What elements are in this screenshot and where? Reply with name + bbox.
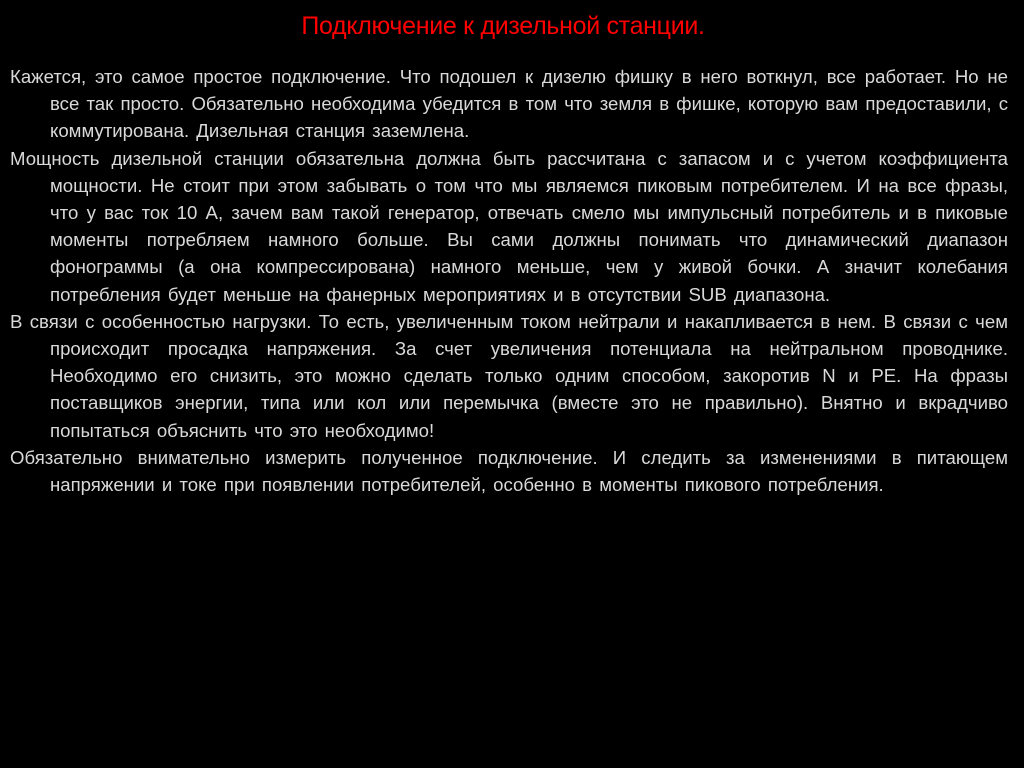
paragraph-measurement: Обязательно внимательно измерить полученное подключение. И следить за изменениями в питающем напряжении и токе при появлении потребителей, особенно в моменты пикового потребления. — [10, 446, 1008, 496]
paragraph-load-features: В связи с особенностью нагрузки. То есть, увеличенным током нейтрали и накапливается в нем. В связи с чем происходит просадка напряжения. За счет увеличения потенциала на нейтральном проводнике. Необходимо его снизить, это можно сделать только одним способом, закоротив N и PE. На фразы поставщиков энергии, типа или кол или перемычка (вместе это не правильно). Внятно и вкрадчиво попытаться объяснить что это необходимо! — [10, 310, 1008, 441]
paragraph-generator-power: Мощность дизельной станции обязательна должна быть рассчитана с запасом и с учетом коэффициента мощности. Не стоит при этом забывать о том что мы являемся пиковым потребителем. И на все фразы, что у вас ток 10 А, зачем вам такой генератор, отвечать смело мы импульсный потребитель и в пиковые моменты потребляем намного больше. Вы сами должны понимать что динамический диапазон фонограммы (а она компрессирована) намного меньше, чем у живой бочки. А значит колебания потребления будет меньше на фанерных мероприятиях и в отсутствии SUB диапазона. — [10, 147, 1008, 305]
slide-title: Подключение к дизельной станции. — [301, 12, 705, 40]
slide-body — [10, 63, 1008, 498]
paragraph-simple-connection: Кажется, это самое простое подключение. Что подошел к дизелю фишку в него воткнул, все работает. Но не все так просто. Обязательно необходима убедится в том что земля в фишке, которую вам предоставили, с коммутирована. Дизельная станция заземлена. — [10, 66, 1008, 142]
